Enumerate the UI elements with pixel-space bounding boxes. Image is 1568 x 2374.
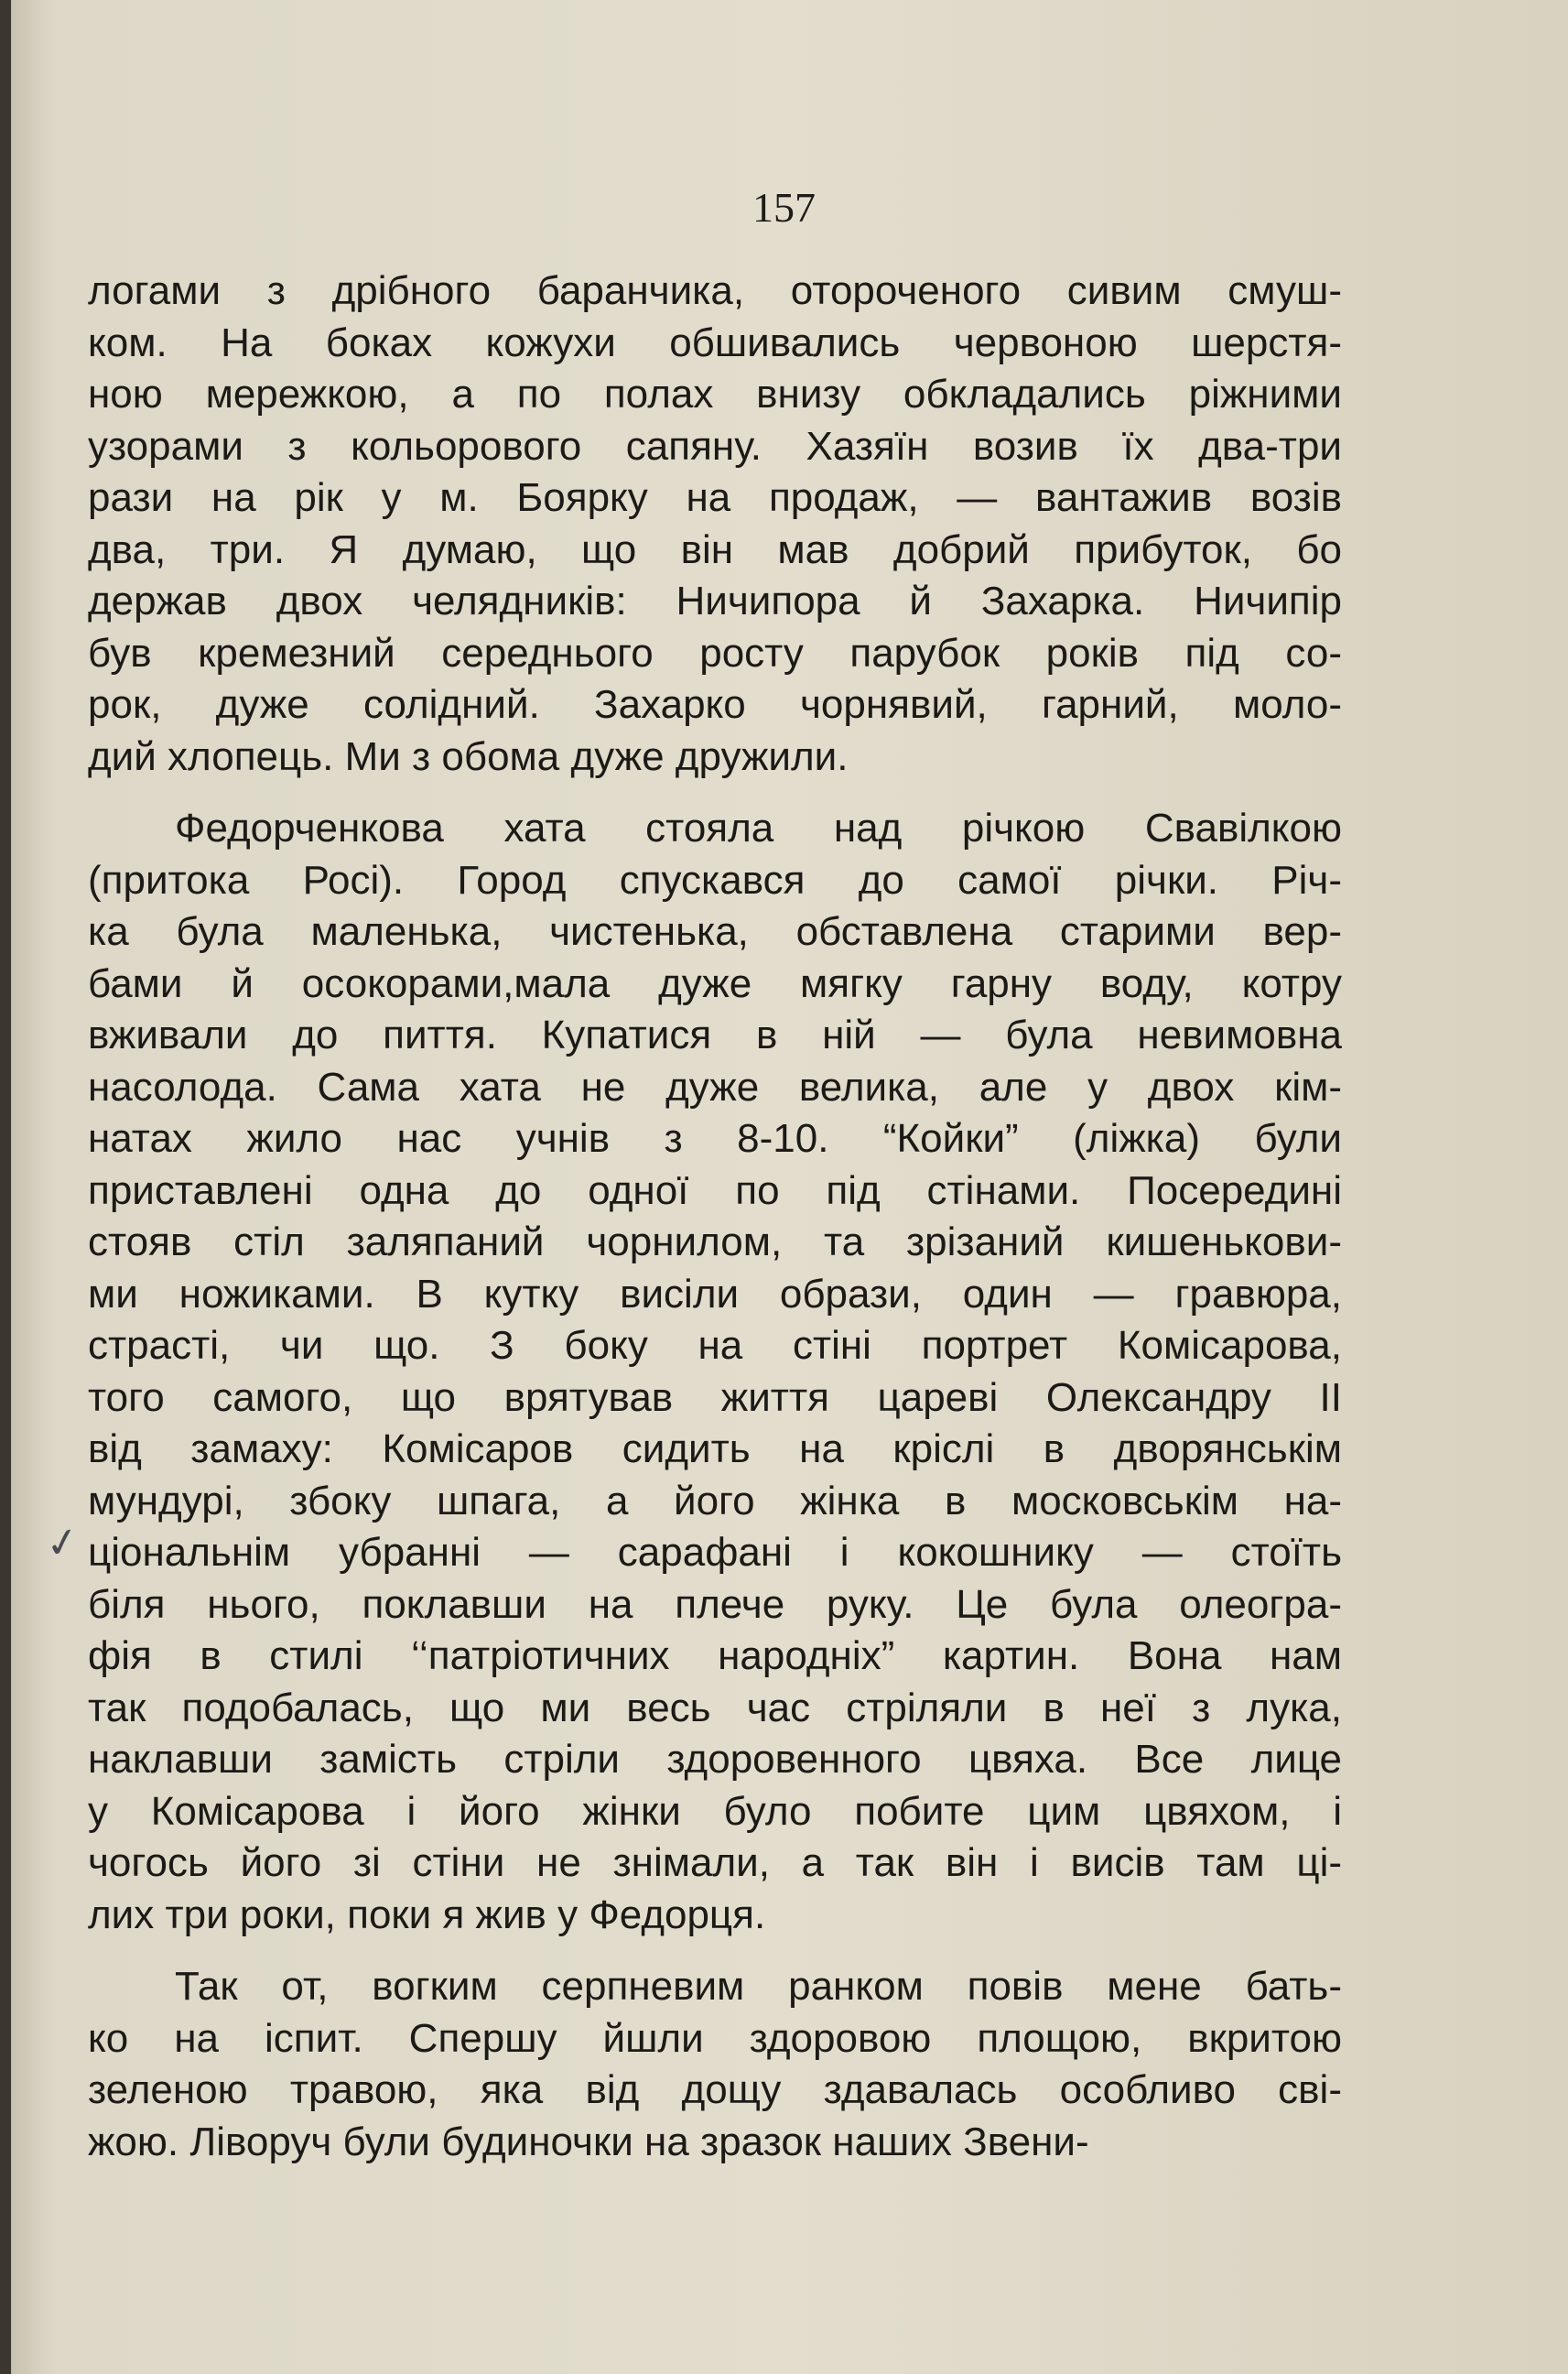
- text-line: ко на іспит. Спершу йшли здоровою площою, вкритою: [88, 2015, 1342, 2061]
- text-line: ми ножиками. В кутку висіли образи, один — гравюра,: [88, 1271, 1342, 1317]
- text-line: того самого, що врятував життя цареві Олександру II: [88, 1374, 1342, 1420]
- text-line: стояв стіл заляпаний чорнилом, та зрізаний кишенькови-: [88, 1220, 1342, 1264]
- text-line: рок, дуже солідний. Захарко чорнявий, гарний, моло-: [88, 682, 1342, 727]
- text-line: біля нього, поклавши на плече руку. Це була олеогра-: [88, 1581, 1342, 1627]
- text-line: приставлені одна до одної по під стінами. Посередині: [88, 1167, 1342, 1213]
- text-line: (притока Росі). Город спускався до самої річки. Річ-: [88, 857, 1342, 903]
- text-line: логами з дрібного баранчика, отороченого сивим смуш-: [88, 268, 1342, 313]
- text-line: ціональнім убранні — сарафані і кокошнику — стоїть: [88, 1530, 1342, 1575]
- paragraph-1: [88, 266, 1342, 783]
- text-line: натах жило нас учнів з 8-10. “Койки” (ліжка) були: [88, 1116, 1342, 1161]
- text-line: зеленою травою, яка від дощу здавалась особливо сві-: [88, 2067, 1342, 2112]
- text-line: мундурі, збоку шпага, а його жінка в московськім на-: [88, 1478, 1342, 1523]
- text-line: дий хлопець. Ми з обома дуже дружили.: [88, 733, 849, 779]
- book-spine: [0, 0, 11, 2374]
- text-line: наклавши замість стріли здоровенного цвяха. Все лице: [88, 1737, 1342, 1782]
- text-line: держав двох челядників: Ничипора й Захарка. Ничипір: [88, 579, 1342, 623]
- text-line: жою. Ліворуч були будиночки на зразок наших Звени-: [88, 2119, 1089, 2164]
- text-line: чогось його зі стіни не знімали, а так він і висів там ці-: [88, 1840, 1342, 1885]
- text-line: рази на рік у м. Боярку на продаж, — вантажив возів: [88, 475, 1342, 520]
- page-number: 157: [752, 184, 816, 231]
- text-line: лих три роки, поки я жив у Федорця.: [88, 1892, 766, 1937]
- text-line: так подобалась, що ми весь час стріляли в неї з лука,: [88, 1685, 1342, 1730]
- body-text: [88, 266, 1342, 2168]
- text-line: ною мережкою, а по полах внизу обкладались ріжними: [88, 372, 1342, 417]
- text-line: вживали до пиття. Купатися в ній — була невимовна: [88, 1013, 1342, 1057]
- margin-check-mark: ✓: [41, 1517, 84, 1569]
- text-line: фія в стилі ‘‘патріотичних народніх” картин. Вона нам: [88, 1633, 1342, 1678]
- paragraph-2: [88, 803, 1342, 1941]
- text-line: бами й осокорами,мала дуже мягку гарну воду, котру: [88, 960, 1342, 1006]
- text-line: ка була маленька, чистенька, обставлена старими вер-: [88, 909, 1342, 954]
- text-line: узорами з кольорового сапяну. Хазяїн возив їх два-три: [88, 423, 1342, 469]
- text-line: ком. На боках кожухи обшивались червоною шерстя-: [88, 320, 1342, 365]
- text-line: був кремезний середнього росту парубок років під со-: [88, 630, 1342, 676]
- text-line: Так от, вогким серпневим ранком повів мене бать-: [175, 1964, 1342, 2009]
- text-line: насолода. Сама хата не дуже велика, але у двох кім-: [88, 1064, 1342, 1110]
- text-line: у Комісарова і його жінки було побите цим цвяхом, і: [88, 1788, 1342, 1834]
- text-line: два, три. Я думаю, що він мав добрий прибуток, бо: [88, 526, 1342, 572]
- text-line: страсті, чи що. З боку на стіні портрет Комісарова,: [88, 1323, 1342, 1368]
- text-line: від замаху: Комісаров сидить на кріслі в дворянськім: [88, 1426, 1342, 1471]
- text-line: Федорченкова хата стояла над річкою Свавілкою: [175, 806, 1342, 851]
- paragraph-3: [88, 1961, 1342, 2168]
